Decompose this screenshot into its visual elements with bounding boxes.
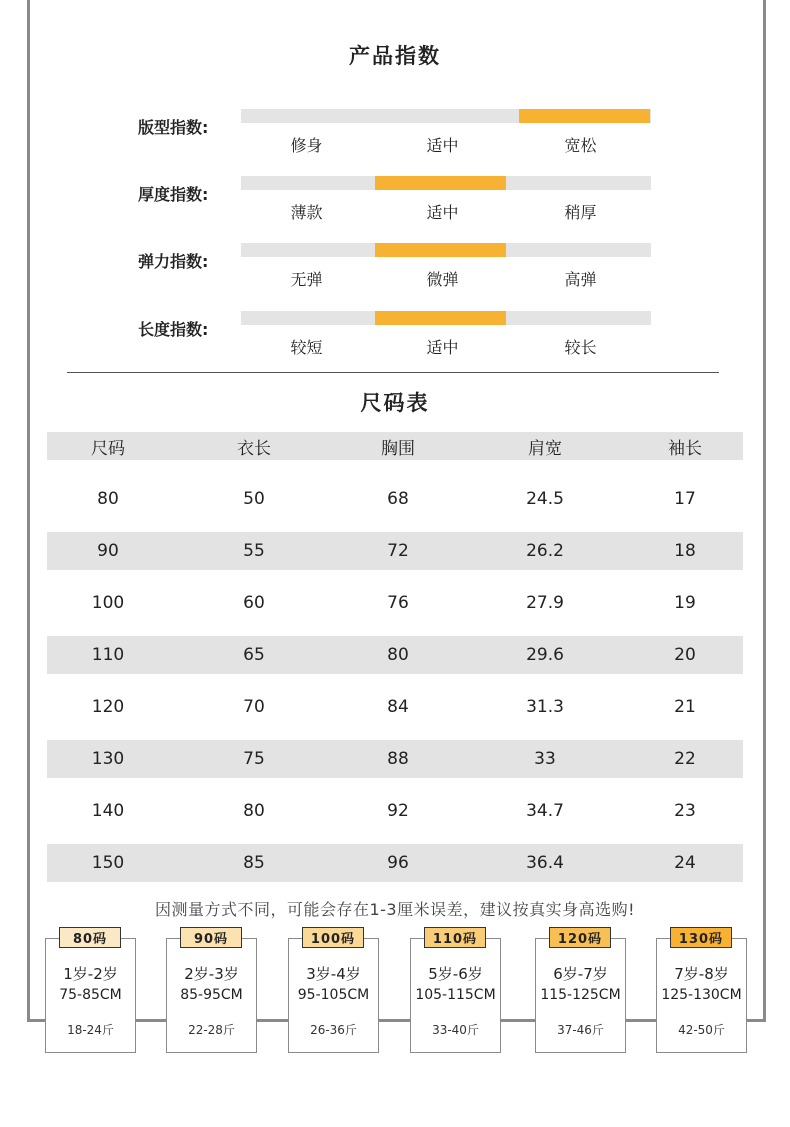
index-option: 宽松 xyxy=(564,136,597,155)
table-cell: 17 xyxy=(674,489,696,509)
index-bar xyxy=(241,109,651,123)
table-cell: 120 xyxy=(91,697,125,717)
table-cell: 24 xyxy=(674,853,696,873)
table-row xyxy=(47,636,743,674)
table-cell: 88 xyxy=(387,749,409,769)
table-cell: 22 xyxy=(674,749,696,769)
table-header xyxy=(47,432,743,460)
height-range: 95-105CM xyxy=(297,987,370,1003)
table-cell: 92 xyxy=(387,801,409,821)
index-segment-selected xyxy=(375,311,506,325)
size-card xyxy=(656,932,747,1053)
column-header: 肩宽 xyxy=(528,438,562,459)
table-cell: 50 xyxy=(243,489,265,509)
age-range: 2岁-3岁 xyxy=(184,965,239,983)
index-label: 弹力指数: xyxy=(138,252,209,271)
table-cell: 19 xyxy=(674,593,696,613)
table-cell: 34.7 xyxy=(526,801,564,821)
index-row-length xyxy=(0,311,790,371)
table-cell: 80 xyxy=(97,489,119,509)
table-cell: 31.3 xyxy=(526,697,564,717)
table-cell: 33 xyxy=(534,749,556,769)
index-option: 薄款 xyxy=(290,203,323,222)
column-header: 衣长 xyxy=(237,438,271,459)
table-cell: 96 xyxy=(387,853,409,873)
table-cell: 84 xyxy=(387,697,409,717)
table-cell: 72 xyxy=(387,541,409,561)
size-tag: 100码 xyxy=(302,927,364,948)
index-bar xyxy=(241,311,651,325)
index-segment-selected xyxy=(375,243,506,257)
section-divider xyxy=(67,372,719,373)
height-range: 115-125CM xyxy=(540,987,621,1003)
table-cell: 20 xyxy=(674,645,696,665)
height-range: 75-85CM xyxy=(59,987,122,1003)
size-chart-title: 尺码表 xyxy=(360,391,430,415)
index-option: 微弹 xyxy=(426,270,459,289)
index-label: 版型指数: xyxy=(138,118,209,137)
table-cell: 75 xyxy=(243,749,265,769)
table-cell: 80 xyxy=(387,645,409,665)
table-cell: 24.5 xyxy=(526,489,564,509)
size-tag: 130码 xyxy=(670,927,732,948)
table-cell: 18 xyxy=(674,541,696,561)
height-range: 125-130CM xyxy=(661,987,742,1003)
table-cell: 60 xyxy=(243,593,265,613)
age-range: 5岁-6岁 xyxy=(428,965,483,983)
index-option: 稍厚 xyxy=(564,203,597,222)
table-cell: 140 xyxy=(91,801,125,821)
column-header: 胸围 xyxy=(381,438,415,459)
index-segment-selected xyxy=(519,109,650,123)
index-option: 修身 xyxy=(290,136,323,155)
table-cell: 68 xyxy=(387,489,409,509)
index-option: 无弹 xyxy=(290,270,323,289)
size-card xyxy=(288,932,379,1053)
index-segment xyxy=(375,109,506,123)
age-range: 7岁-8岁 xyxy=(674,965,729,983)
index-bar xyxy=(241,243,651,257)
index-option: 高弹 xyxy=(564,270,597,289)
index-segment xyxy=(519,176,650,190)
index-segment xyxy=(241,176,372,190)
weight-range: 33-40斤 xyxy=(432,1023,479,1037)
table-cell: 76 xyxy=(387,593,409,613)
table-row xyxy=(47,480,743,518)
index-row-fit xyxy=(0,109,790,169)
size-card xyxy=(410,932,501,1053)
size-tag: 120码 xyxy=(549,927,611,948)
index-label: 厚度指数: xyxy=(138,185,209,204)
table-row xyxy=(47,688,743,726)
index-segment xyxy=(241,243,372,257)
table-cell: 29.6 xyxy=(526,645,564,665)
table-row xyxy=(47,740,743,778)
index-segment xyxy=(519,243,650,257)
size-card xyxy=(45,932,136,1053)
table-cell: 150 xyxy=(91,853,125,873)
age-range: 3岁-4岁 xyxy=(306,965,361,983)
weight-range: 18-24斤 xyxy=(67,1023,114,1037)
age-range: 6岁-7岁 xyxy=(553,965,608,983)
table-cell: 21 xyxy=(674,697,696,717)
index-segment xyxy=(241,109,372,123)
index-option: 适中 xyxy=(426,136,459,155)
index-segment xyxy=(519,311,650,325)
table-cell: 26.2 xyxy=(526,541,564,561)
measurement-note: 因测量方式不同，可能会存在1-3厘米误差，建议按真实身高选购! xyxy=(154,900,636,919)
index-option: 较短 xyxy=(290,338,323,357)
weight-range: 22-28斤 xyxy=(188,1023,235,1037)
index-row-thickness xyxy=(0,176,790,236)
index-row-elasticity xyxy=(0,243,790,303)
size-tag: 90码 xyxy=(180,927,242,948)
index-segment-selected xyxy=(375,176,506,190)
age-range: 1岁-2岁 xyxy=(63,965,118,983)
table-cell: 65 xyxy=(243,645,265,665)
height-range: 105-115CM xyxy=(415,987,496,1003)
table-cell: 90 xyxy=(97,541,119,561)
table-cell: 100 xyxy=(91,593,125,613)
index-bar xyxy=(241,176,651,190)
table-cell: 55 xyxy=(243,541,265,561)
height-range: 85-95CM xyxy=(180,987,243,1003)
table-cell: 36.4 xyxy=(526,853,564,873)
weight-range: 37-46斤 xyxy=(557,1023,604,1037)
table-cell: 23 xyxy=(674,801,696,821)
table-row xyxy=(47,584,743,622)
product-index-title: 产品指数 xyxy=(349,44,441,68)
index-option: 适中 xyxy=(426,203,459,222)
index-option: 适中 xyxy=(426,338,459,357)
size-card xyxy=(166,932,257,1053)
table-row xyxy=(47,792,743,830)
table-row xyxy=(47,532,743,570)
weight-range: 26-36斤 xyxy=(310,1023,357,1037)
table-cell: 27.9 xyxy=(526,593,564,613)
table-cell: 80 xyxy=(243,801,265,821)
size-card xyxy=(535,932,626,1053)
column-header: 袖长 xyxy=(668,438,702,459)
column-header: 尺码 xyxy=(91,438,125,459)
size-tag: 110码 xyxy=(424,927,486,948)
weight-range: 42-50斤 xyxy=(678,1023,725,1037)
table-row xyxy=(47,844,743,882)
size-tag: 80码 xyxy=(59,927,121,948)
table-cell: 85 xyxy=(243,853,265,873)
table-cell: 110 xyxy=(91,645,125,665)
index-segment xyxy=(241,311,372,325)
index-label: 长度指数: xyxy=(138,320,209,339)
table-cell: 70 xyxy=(243,697,265,717)
table-cell: 130 xyxy=(91,749,125,769)
index-option: 较长 xyxy=(564,338,597,357)
